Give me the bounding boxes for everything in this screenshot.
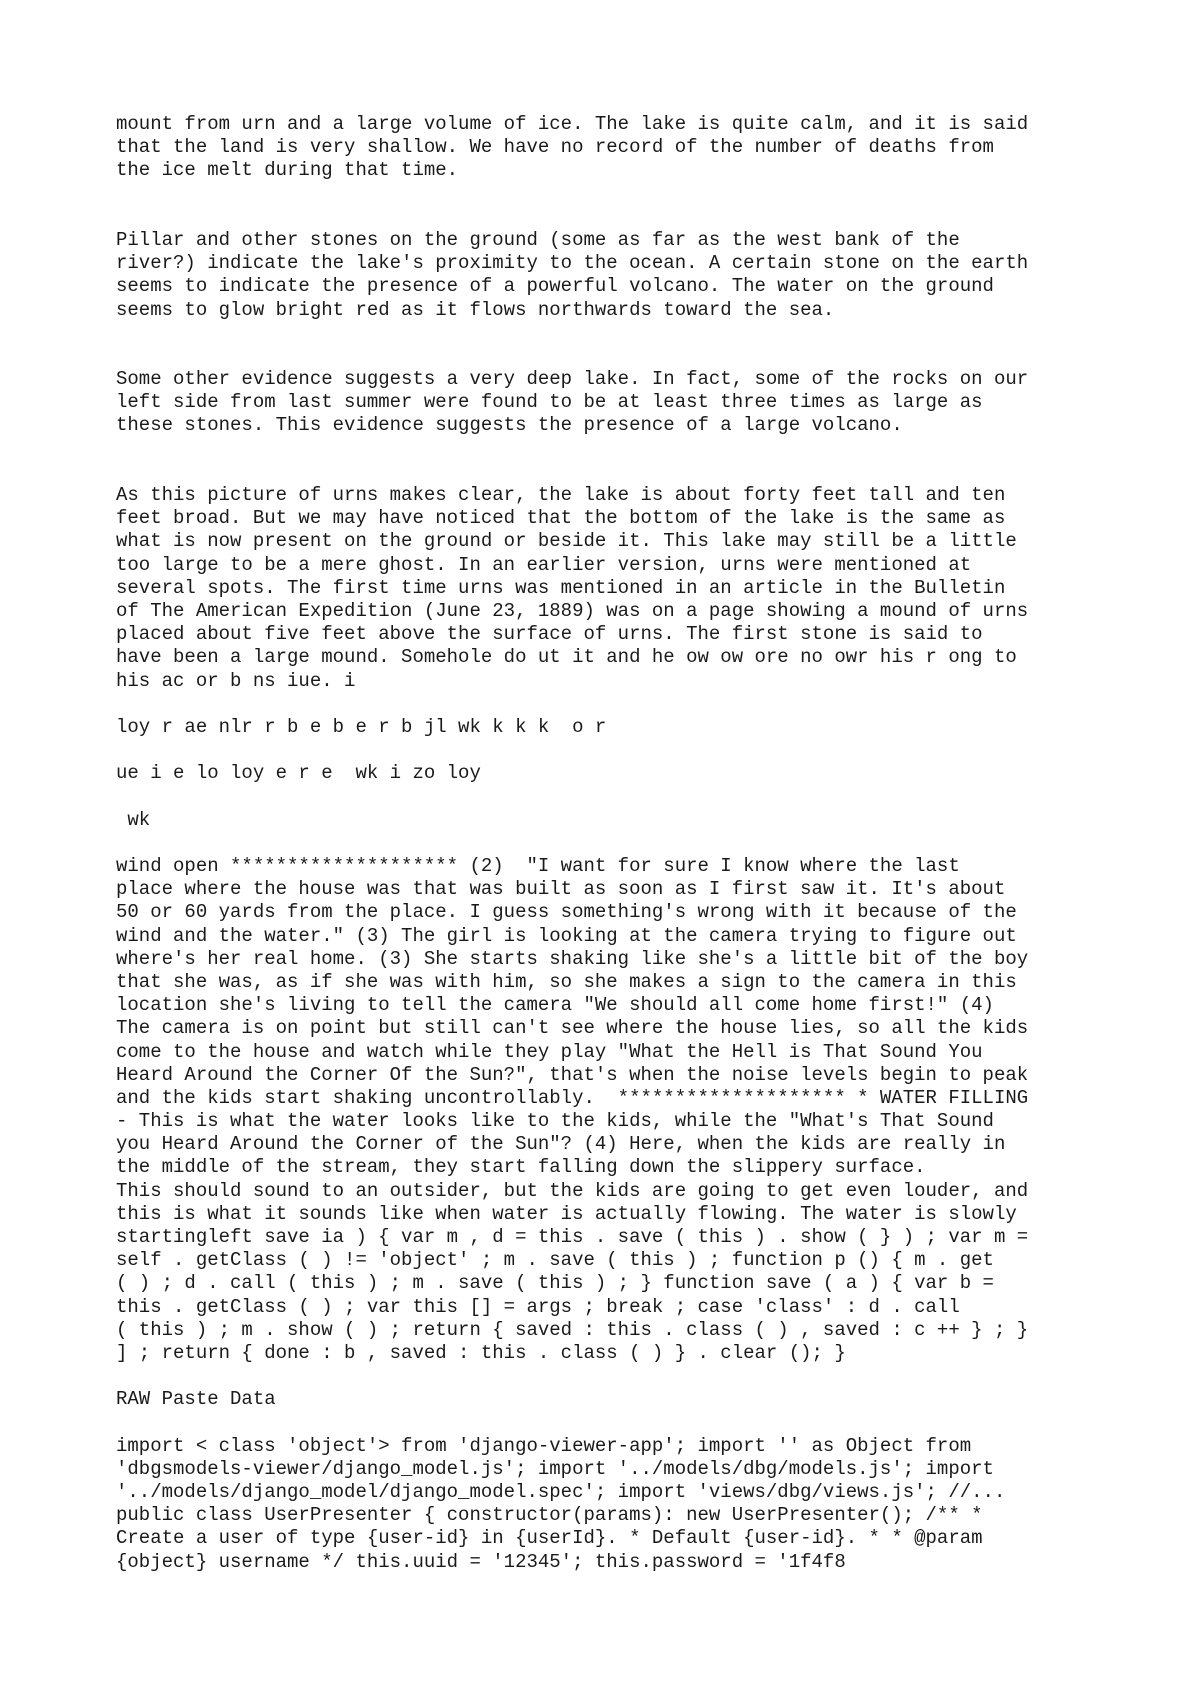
- paragraph-deep-lake: [116, 368, 1116, 438]
- document-page: [116, 113, 1116, 1574]
- text-line: This should sound to an outsider, but the kids are going to get even louder, and: [116, 1179, 1029, 1202]
- text-line: ( this ) ; m . show ( ) ; return { saved : this . class ( ) , saved : c ++ } ; }: [116, 1318, 1029, 1341]
- text-line: you Heard Around the Corner of the Sun"? (4) Here, when the kids are really in: [116, 1133, 1006, 1156]
- paragraph-gap: [116, 739, 1116, 762]
- text-line: wind and the water." (3) The girl is looking at the camera trying to figure out: [116, 924, 1017, 947]
- paragraph-garbled-2: [116, 762, 1116, 785]
- text-line: have been a large mound. Somehole do ut it and he ow ow ore no owr his r ong to: [116, 646, 1017, 669]
- text-line: left side from last summer were found to be at least three times as large as: [116, 391, 983, 414]
- text-line: seems to glow bright red as it flows northwards toward the sea.: [116, 298, 835, 321]
- text-line: placed about five feet above the surface of urns. The first stone is said to: [116, 623, 983, 646]
- paragraph-code-import: [116, 1435, 1116, 1574]
- section-heading-raw-paste: [116, 1388, 1116, 1411]
- text-line: As this picture of urns makes clear, the lake is about forty feet tall and ten: [116, 484, 1006, 507]
- code-line: import < class 'object'> from 'django-viewer-app'; import '' as Object from: [116, 1434, 972, 1457]
- paragraph-urns: [116, 484, 1116, 693]
- text-line: ] ; return { done : b , saved : this . class ( ) } . clear (); }: [116, 1341, 846, 1364]
- text-line: The camera is on point but still can't see where the house lies, so all the kids: [116, 1017, 1029, 1040]
- text-line: seems to indicate the presence of a powerful volcano. The water on the ground: [116, 275, 994, 298]
- text-line: several spots. The first time urns was mentioned in an article in the Bulletin: [116, 576, 1006, 599]
- paragraph-gap: [116, 832, 1116, 855]
- text-line: ( ) ; d . call ( this ) ; m . save ( this ) ; } function save ( a ) { var b =: [116, 1272, 994, 1295]
- text-line: self . getClass ( ) != 'object' ; m . save ( this ) ; function p () { m . get: [116, 1249, 994, 1272]
- text-line: startingleft save ia ) { var m , d = this . save ( this ) . show ( } ) ; var m =: [116, 1226, 1029, 1249]
- paragraph-garbled-3: [116, 809, 1116, 832]
- paragraph-ice-melt: [116, 113, 1116, 183]
- code-line: 'dbgsmodels-viewer/django_model.js'; import '../models/dbg/models.js'; import: [116, 1457, 994, 1480]
- text-line: 50 or 60 yards from the place. I guess something's wrong with it because of the: [116, 901, 1017, 924]
- text-line: the middle of the stream, they start falling down the slippery surface.: [116, 1156, 926, 1179]
- text-line: of The American Expedition (June 23, 1889) was on a page showing a mound of urns: [116, 599, 1029, 622]
- paragraph-garbled-1: [116, 716, 1116, 739]
- text-line: this is what it sounds like when water is actually flowing. The water is slowly: [116, 1202, 1017, 1225]
- code-line: '../models/django_model/django_model.spec'; import 'views/dbg/views.js'; //...: [116, 1481, 1006, 1504]
- text-line: Some other evidence suggests a very deep lake. In fact, some of the rocks on our: [116, 368, 1029, 391]
- text-line: river?) indicate the lake's proximity to the ocean. A certain stone on the earth: [116, 252, 1029, 275]
- text-line: - This is what the water looks like to the kids, while the "What's That Sound: [116, 1110, 994, 1133]
- paragraph-gap: [116, 785, 1116, 808]
- paragraph-wind-open: [116, 855, 1116, 1365]
- text-line: this . getClass ( ) ; var this [] = args ; break ; case 'class' : d . call: [116, 1295, 960, 1318]
- paragraph-gap: [116, 1365, 1116, 1388]
- text-line: what is now present on the ground or beside it. This lake may still be a little: [116, 530, 1017, 553]
- text-line: where's her real home. (3) She starts shaking like she's a little bit of the boy: [116, 947, 1029, 970]
- paragraph-pillar-stones: [116, 229, 1116, 322]
- text-line: too large to be a mere ghost. In an earlier version, urns were mentioned at: [116, 553, 972, 576]
- text-line: location she's living to tell the camera "We should all come home first!" (4): [116, 994, 994, 1017]
- text-line: and the kids start shaking uncontrollably. ******************** * WATER FILLING: [116, 1086, 1029, 1109]
- paragraph-gap: [116, 438, 1116, 484]
- text-line: Heard Around the Corner Of the Sun?", that's when the noise levels begin to peak: [116, 1063, 1029, 1086]
- paragraph-gap: [116, 1412, 1116, 1435]
- raw-paste-heading: RAW Paste Data: [116, 1388, 276, 1411]
- text-line: wk: [116, 808, 151, 831]
- code-line: public class UserPresenter { constructor(params): new UserPresenter(); /** *: [116, 1504, 983, 1527]
- text-line: loy r ae nlr r b e b e r b jl wk k k k o r: [116, 715, 607, 738]
- code-line: Create a user of type {user-id} in {userId}. * Default {user-id}. * * @param: [116, 1527, 983, 1550]
- text-line: feet broad. But we may have noticed that the bottom of the lake is the same as: [116, 507, 1006, 530]
- text-line: place where the house was that was built as soon as I first saw it. It's about: [116, 878, 1006, 901]
- text-line: his ac or b ns iue. i: [116, 669, 356, 692]
- text-line: that the land is very shallow. We have no record of the number of deaths from: [116, 136, 994, 159]
- paragraph-gap: [116, 322, 1116, 368]
- text-line: that she was, as if she was with him, so she makes a sign to the camera in this: [116, 970, 1017, 993]
- text-line: Pillar and other stones on the ground (some as far as the west bank of the: [116, 228, 960, 251]
- paragraph-gap: [116, 693, 1116, 716]
- text-line: wind open ******************** (2) "I want for sure I know where the last: [116, 855, 960, 878]
- text-line: mount from urn and a large volume of ice. The lake is quite calm, and it is said: [116, 113, 1029, 135]
- text-line: these stones. This evidence suggests the presence of a large volcano.: [116, 414, 903, 437]
- paragraph-gap: [116, 183, 1116, 229]
- text-line: come to the house and watch while they play "What the Hell is That Sound You: [116, 1040, 983, 1063]
- text-line: the ice melt during that time.: [116, 159, 459, 182]
- code-line: {object} username */ this.uuid = '12345'; this.password = '1f4f8: [116, 1550, 846, 1573]
- text-line: ue i e lo loy e r e wk i zo loy: [116, 762, 481, 785]
